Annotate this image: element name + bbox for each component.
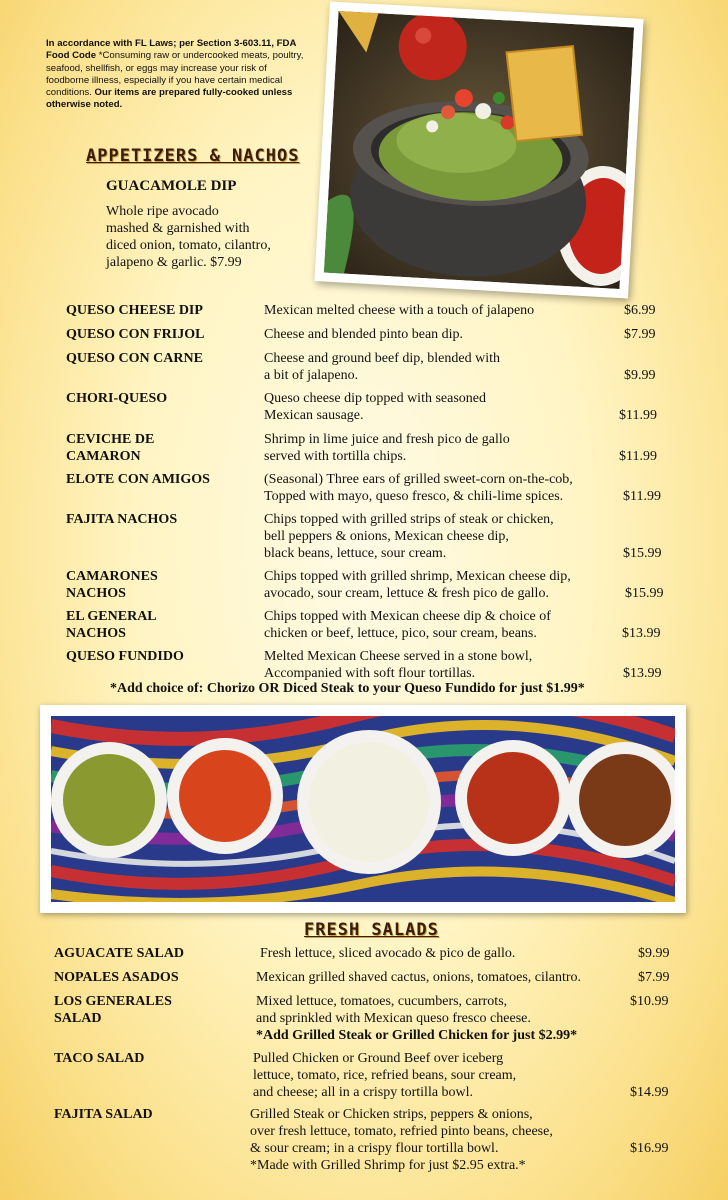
item-name: AGUACATE SALAD <box>54 946 185 961</box>
salsa-photo <box>40 705 686 913</box>
desc-line: Chips topped with grilled strips of steak or chicken, <box>264 512 554 527</box>
item-price: $9.99 <box>624 368 656 383</box>
item-price: $7.99 <box>638 970 670 985</box>
item-price: $10.99 <box>630 994 669 1009</box>
item-description <box>264 608 551 642</box>
item-price: $9.99 <box>638 946 670 961</box>
item-description: Cheese and blended pinto bean dip. <box>264 327 464 342</box>
item-name <box>54 993 244 1027</box>
name-line: NACHOS <box>66 626 126 641</box>
desc-line: Shrimp in lime juice and fresh pico de gallo <box>264 432 510 447</box>
item-price: $14.99 <box>630 1085 669 1100</box>
item-name <box>66 568 256 602</box>
item-description: Mexican melted cheese with a touch of jalapeno <box>264 303 535 318</box>
item-name: QUESO CON FRIJOL <box>66 327 205 342</box>
item-description <box>264 568 571 602</box>
item-name: TACO SALAD <box>54 1051 145 1066</box>
item-name: NOPALES ASADOS <box>54 970 179 985</box>
addon-note: *Made with Grilled Shrimp for just $2.95 extra.* <box>250 1158 526 1173</box>
item-price: $11.99 <box>619 408 657 423</box>
desc-line: Queso cheese dip topped with seasoned <box>264 391 486 406</box>
salsa-bowls-image <box>51 716 675 902</box>
item-price: $6.99 <box>624 303 656 318</box>
desc-line: Melted Mexican Cheese served in a stone bowl, <box>264 649 533 664</box>
desc-line: and cheese; all in a crispy tortilla bowl. <box>253 1085 474 1100</box>
item-name: QUESO CON CARNE <box>66 351 203 366</box>
item-name: FAJITA SALAD <box>54 1107 153 1122</box>
guacamole-desc-line: diced onion, tomato, cilantro, <box>106 238 271 253</box>
notice-cooked: Our items are prepared fully-cooked unless otherwise noted. <box>46 87 293 111</box>
desc-line: Chips topped with Mexican cheese dip & choice of <box>264 609 551 624</box>
guacamole-image <box>324 11 634 289</box>
item-description <box>264 471 573 505</box>
item-name: CHORI-QUESO <box>66 391 168 406</box>
desc-line: Chips topped with grilled shrimp, Mexican cheese dip, <box>264 569 571 584</box>
food-safety-notice <box>46 38 308 112</box>
item-price: $15.99 <box>623 546 662 561</box>
desc-line: over fresh lettuce, tomato, refried pinto beans, cheese, <box>250 1124 553 1139</box>
name-line: CAMARONES <box>66 569 158 584</box>
desc-line: Accompanied with soft flour tortillas. <box>264 666 476 681</box>
desc-line: a bit of jalapeno. <box>264 368 359 383</box>
desc-line: Grilled Steak or Chicken strips, peppers & onions, <box>250 1107 533 1122</box>
item-name <box>66 431 256 465</box>
item-description <box>250 1106 553 1174</box>
desc-line: chicken or beef, lettuce, pico, sour cream, beans. <box>264 626 537 641</box>
desc-line: and sprinkled with Mexican queso fresco cheese. <box>256 1011 531 1026</box>
item-name: ELOTE CON AMIGOS <box>66 472 210 487</box>
item-description <box>264 390 486 424</box>
notice-warning: *Consuming raw or undercooked meats, poultry, seafood, shellfish, or eggs may increase your risk of foodborne illness, especially if you have certain medical conditions. <box>46 50 304 99</box>
name-line: CAMARON <box>66 449 141 464</box>
item-price: $15.99 <box>625 586 664 601</box>
appetizers-title: APPETIZERS & NACHOS <box>86 146 300 166</box>
name-line: EL GENERAL <box>66 609 157 624</box>
item-description <box>264 350 500 384</box>
desc-line: served with tortilla chips. <box>264 449 407 464</box>
name-line: NACHOS <box>66 586 126 601</box>
name-line: SALAD <box>54 1011 102 1026</box>
item-price: $11.99 <box>623 489 661 504</box>
desc-line: Topped with mayo, queso fresco, & chili-lime spices. <box>264 489 564 504</box>
guacamole-desc-line: Whole ripe avocado <box>106 204 219 219</box>
item-description <box>256 993 577 1044</box>
desc-line: (Seasonal) Three ears of grilled sweet-corn on-the-cob, <box>264 472 573 487</box>
name-line: CEVICHE DE <box>66 432 155 447</box>
guacamole-desc-line: jalapeno & garlic. $7.99 <box>106 255 242 270</box>
desc-line: lettuce, tomato, rice, refried beans, sour cream, <box>253 1068 517 1083</box>
item-price: $13.99 <box>623 666 662 681</box>
desc-line: Pulled Chicken or Ground Beef over iceberg <box>253 1051 504 1066</box>
item-price: $16.99 <box>630 1141 669 1156</box>
item-name: QUESO FUNDIDO <box>66 649 184 664</box>
guacamole-description <box>106 203 306 271</box>
queso-fundido-addon-note: *Add choice of: Chorizo OR Diced Steak to your Queso Fundido for just $1.99* <box>110 681 585 696</box>
desc-line: bell peppers & onions, Mexican cheese dip, <box>264 529 509 544</box>
addon-note: *Add Grilled Steak or Grilled Chicken for just $2.99* <box>256 1028 578 1043</box>
item-price: $7.99 <box>624 327 656 342</box>
desc-line: Mexican sausage. <box>264 408 364 423</box>
desc-line: Cheese and ground beef dip, blended with <box>264 351 500 366</box>
item-price: $13.99 <box>622 626 661 641</box>
item-description <box>264 648 532 682</box>
item-description: Fresh lettuce, sliced avocado & pico de gallo. <box>260 946 516 961</box>
item-name: FAJITA NACHOS <box>66 512 178 527</box>
guacamole-photo <box>314 1 643 298</box>
salads-title: FRESH SALADS <box>304 920 439 940</box>
item-description <box>264 431 510 465</box>
guacamole-desc-line: mashed & garnished with <box>106 221 250 236</box>
name-line: LOS GENERALES <box>54 994 172 1009</box>
item-name: QUESO CHEESE DIP <box>66 303 203 318</box>
item-name <box>66 608 256 642</box>
desc-line: Mixed lettuce, tomatoes, cucumbers, carrots, <box>256 994 508 1009</box>
desc-line: avocado, sour cream, lettuce & fresh pico de gallo. <box>264 586 549 601</box>
item-description <box>264 511 554 562</box>
notice-law: In accordance with FL Laws; per Section 3-603.11, FDA Food Code <box>46 38 297 62</box>
item-description <box>253 1050 516 1101</box>
item-price: $11.99 <box>619 449 657 464</box>
desc-line: black beans, lettuce, sour cream. <box>264 546 447 561</box>
item-description: Mexican grilled shaved cactus, onions, tomatoes, cilantro. <box>256 970 582 985</box>
desc-line: & sour cream; in a crispy flour tortilla bowl. <box>250 1141 499 1156</box>
guacamole-name: GUACAMOLE DIP <box>106 178 237 194</box>
